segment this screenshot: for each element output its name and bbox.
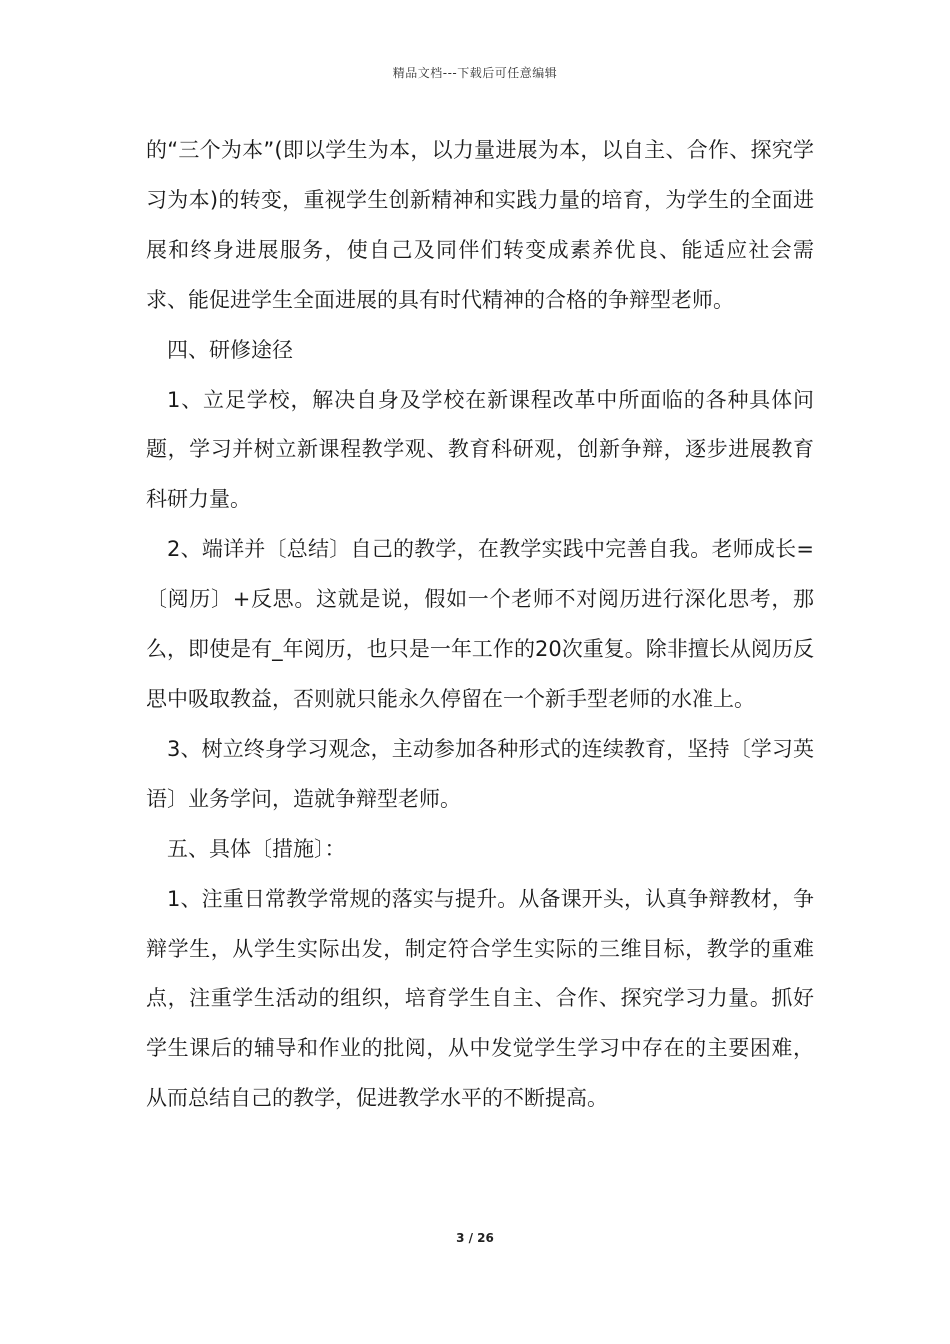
paragraph-1: 的“三个为本”(即以学生为本，以力量进展为本，以自主、合作、探究学习为本)的转变，重视学生创新精神和实践力量的培育，为学生的全面进展和终身进展服务，使自己及同伴们转变成素养优良、能适应社会需求、能促进学生全面进展的具有时代精神的合格的争辩型老师。 — [146, 138, 814, 312]
page-header: 精品文档---下载后可任意编辑 — [392, 66, 558, 80]
heading-specific-measures: 五、具体〔措施〕： — [167, 836, 346, 861]
document-body — [146, 126, 814, 1124]
page-number: 3 / 26 — [456, 1231, 494, 1245]
paragraph-approach-1: 1、立足学校，解决自身及学校在新课程改革中所面临的各种具体问题，学习并树立新课程教学观、教育科研观，创新争辩，逐步进展教育科研力量。 — [146, 387, 814, 512]
paragraph-measure-1: 1、注重日常教学常规的落实与提升。从备课开头，认真争辩教材，争辩学生，从学生实际出发，制定符合学生实际的三维目标，教学的重难点，注重学生活动的组织，培育学生自主、合作、探究学习力量。抓好学生课后的辅导和作业的批阅，从中发觉学生学习中存在的主要困难，从而总结自己的教学，促进教学水平的不断提高。 — [146, 886, 814, 1111]
paragraph-approach-3: 3、树立终身学习观念，主动参加各种形式的连续教育，坚持〔学习英语〕业务学问，造就争辩型老师。 — [146, 736, 814, 811]
paragraph-approach-2: 2、端详并〔总结〕自己的教学，在教学实践中完善自我。老师成长=〔阅历〕+反思。这就是说，假如一个老师不对阅历进行深化思考，那么，即使是有_年阅历，也只是一年工作的20次重复。除非擅长从阅历反思中吸取教益，否则就只能永久停留在一个新手型老师的水准上。 — [146, 537, 814, 711]
heading-research-approaches: 四、研修途径 — [167, 337, 293, 362]
